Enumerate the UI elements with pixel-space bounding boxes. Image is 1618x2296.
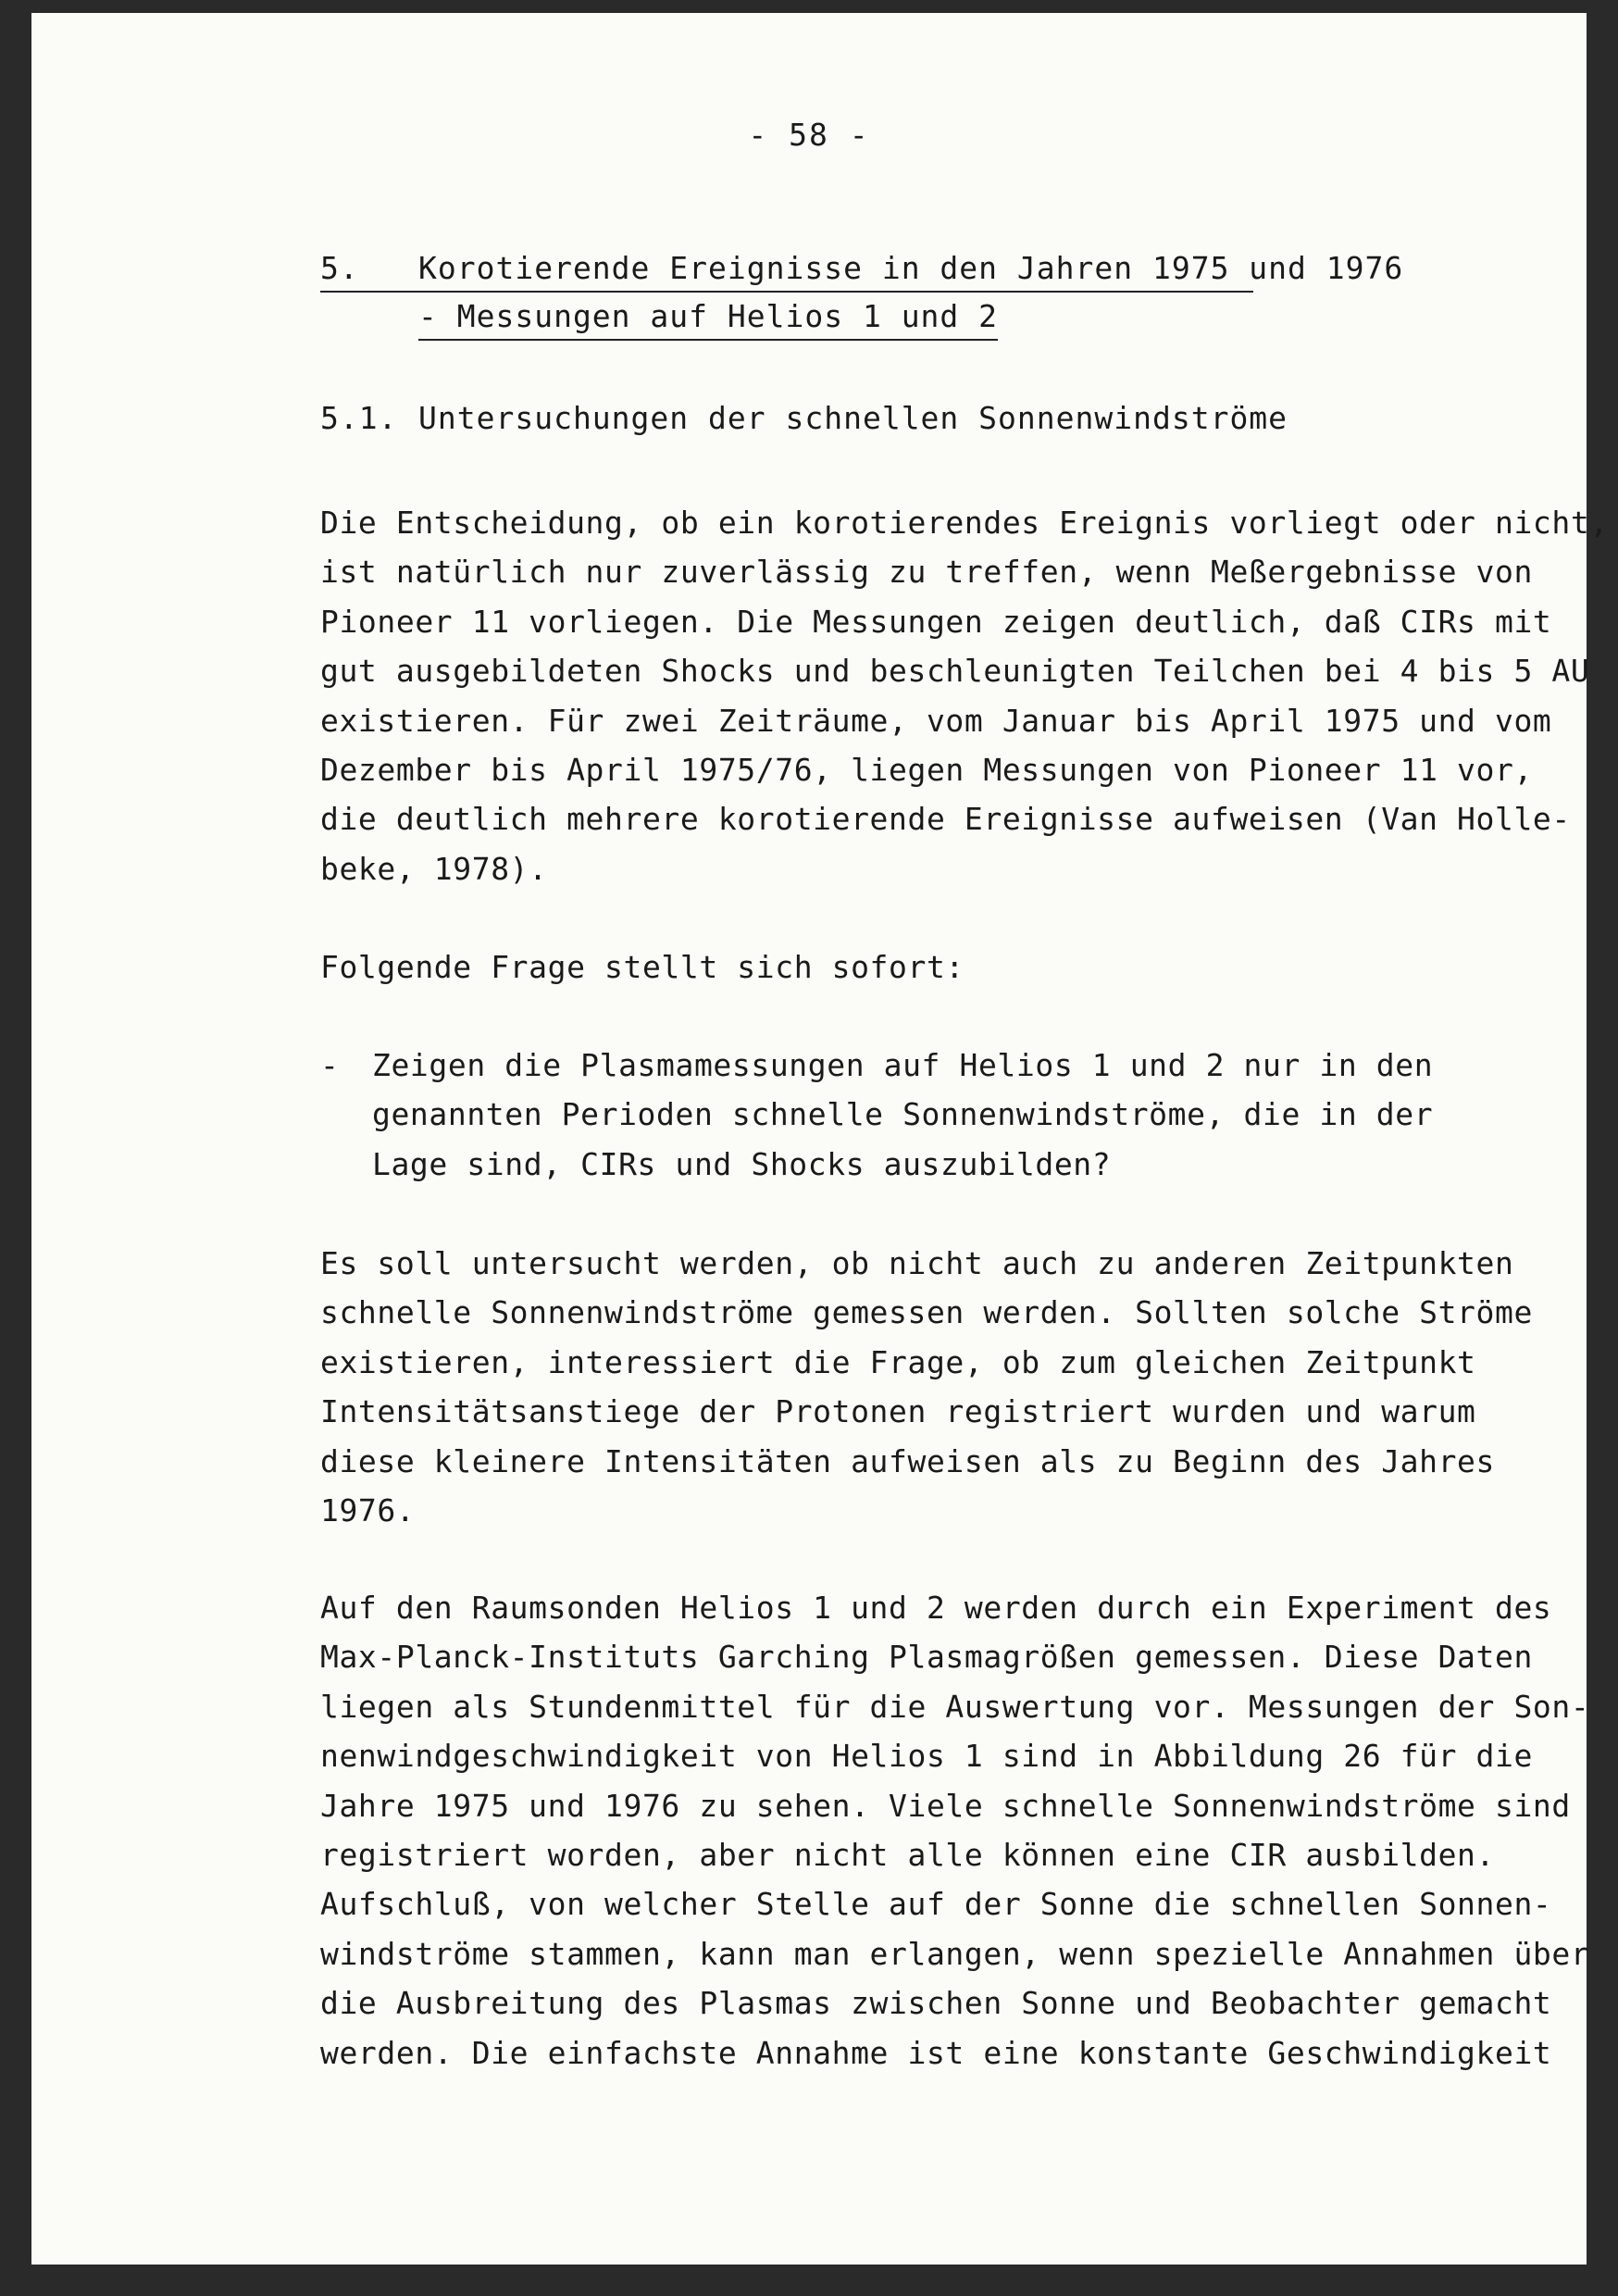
paragraph-2 (320, 942, 1524, 992)
paragraph-4-line: windströme stammen, kann man erlangen, wenn spezielle Annahmen über (320, 1935, 1590, 1972)
paragraph-3-line: Es soll untersucht werden, ob nicht auch zu anderen Zeitpunkten (320, 1245, 1514, 1281)
section-title: Untersuchungen der schnellen Sonnenwindströme (418, 400, 1288, 436)
paragraph-4-line: nenwindgeschwindigkeit von Helios 1 sind in Abbildung 26 für die (320, 1738, 1533, 1775)
paragraph-1-line: die deutlich mehrere korotierende Ereignisse aufweisen (Van Holle- (320, 801, 1571, 838)
paragraph-4-line: liegen als Stundenmittel für die Auswertung vor. Messungen der Son- (320, 1688, 1590, 1725)
paragraph-4-line: Jahre 1975 und 1976 zu sehen. Viele schnelle Sonnenwindströme sind (320, 1787, 1571, 1824)
paragraph-3-line: schnelle Sonnenwindströme gemessen werden. Sollten solche Ströme (320, 1294, 1533, 1331)
paragraph-3-line: Intensitätsanstiege der Protonen registriert wurden und warum (320, 1393, 1476, 1430)
paragraph-1-line: ist natürlich nur zuverlässig zu treffen, wenn Meßergebnisse von (320, 554, 1533, 591)
bullet-item (320, 1041, 1433, 1189)
paragraph-4-line: die Ausbreitung des Plasmas zwischen Sonne und Beobachter gemacht (320, 1985, 1552, 2022)
document-page (31, 13, 1609, 2265)
paragraph-4-line: Max-Planck-Instituts Garching Plasmagrößen gemessen. Diese Daten (320, 1639, 1533, 1676)
chapter-title-line-2: - Messungen auf Helios 1 und 2 (418, 298, 998, 341)
chapter-title-line-1: Korotierende Ereignisse in den Jahren 1975 und 1976 (418, 250, 1404, 286)
bullet-dash: - (320, 1047, 340, 1083)
paragraph-1 (320, 498, 1609, 893)
paragraph-3-line: diese kleinere Intensitäten aufweisen als zu Beginn des Jahres (320, 1442, 1495, 1479)
paragraph-1-line: Die Entscheidung, ob ein korotierendes Ereignis vorliegt oder nicht, (320, 505, 1609, 541)
paragraph-4-line: Auf den Raumsonden Helios 1 und 2 werden durch ein Experiment des (320, 1590, 1552, 1626)
paragraph-4-line: Aufschluß, von welcher Stelle auf der Sonne die schnellen Sonnen- (320, 1886, 1552, 1923)
paragraph-1-line: Dezember bis April 1975/76, liegen Messungen von Pioneer 11 vor, (320, 752, 1533, 789)
chapter-heading-line-1 (320, 250, 1404, 293)
paragraph-1-line: Pioneer 11 vorliegen. Die Messungen zeigen deutlich, daß CIRs mit (320, 603, 1552, 640)
page-number: - 58 - (748, 117, 870, 153)
chapter-heading (320, 250, 1404, 341)
chapter-number: 5. (320, 250, 359, 286)
bullet-line: Lage sind, CIRs und Shocks auszubilden? (372, 1145, 1112, 1182)
bullet-line: Zeigen die Plasmamessungen auf Helios 1 und 2 nur in den (372, 1047, 1434, 1083)
paragraph-4 (320, 1583, 1590, 2078)
paragraph-4-line: werden. Die einfachste Annahme ist eine konstante Geschwindigkeit (320, 2034, 1552, 2071)
paragraph-3-line: 1976. (320, 1492, 416, 1529)
section-number: 5.1. (320, 400, 398, 436)
paragraph-1-line: beke, 1978). (320, 850, 548, 887)
paragraph-4-line: registriert worden, aber nicht alle können eine CIR ausbilden. (320, 1837, 1495, 1874)
paragraph-3-line: existieren, interessiert die Frage, ob zum gleichen Zeitpunkt (320, 1343, 1476, 1380)
bullet-text (372, 1041, 1433, 1189)
paragraph-1-line: existieren. Für zwei Zeiträume, vom Januar bis April 1975 und vom (320, 702, 1552, 739)
bullet-line: genannten Perioden schnelle Sonnenwindströme, die in der (372, 1096, 1434, 1133)
paragraph-3 (320, 1239, 1533, 1535)
paragraph-1-line: gut ausgebildeten Shocks und beschleunigten Teilchen bei 4 bis 5 AU (320, 653, 1590, 690)
section-heading (320, 400, 1288, 437)
paragraph-2-line: Folgende Frage stellt sich sofort: (320, 949, 965, 985)
